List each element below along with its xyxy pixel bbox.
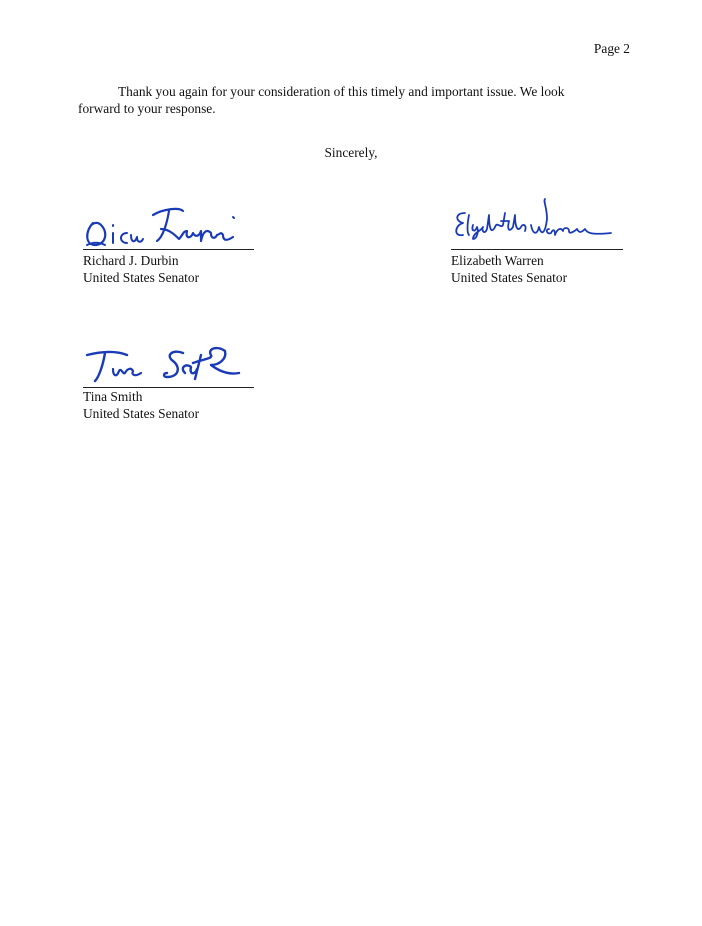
- signatory-name: Richard J. Durbin: [83, 253, 179, 268]
- signatory-name: Tina Smith: [83, 389, 143, 404]
- signature-block-warren: [451, 195, 651, 295]
- signature-line: [451, 249, 623, 250]
- signature-line: [83, 249, 254, 250]
- durbin-signature-icon: [83, 195, 253, 250]
- closing-paragraph: [78, 83, 638, 117]
- signature-block-smith: [83, 335, 283, 435]
- closing-paragraph-line-1: Thank you again for your consideration of this timely and important issue. We look: [118, 84, 565, 99]
- signature-block-durbin: [83, 195, 283, 295]
- smith-signature-icon: [83, 335, 258, 390]
- signatory-title: United States Senator: [451, 270, 568, 285]
- signatory-title: United States Senator: [83, 406, 200, 421]
- signatory-title: United States Senator: [83, 270, 200, 285]
- salutation: Sincerely,: [324, 145, 378, 160]
- page-number: Page 2: [593, 41, 630, 56]
- closing-paragraph-line-2: forward to your response.: [78, 101, 216, 116]
- signatory-name: Elizabeth Warren: [451, 253, 544, 268]
- warren-signature-icon: [451, 195, 626, 250]
